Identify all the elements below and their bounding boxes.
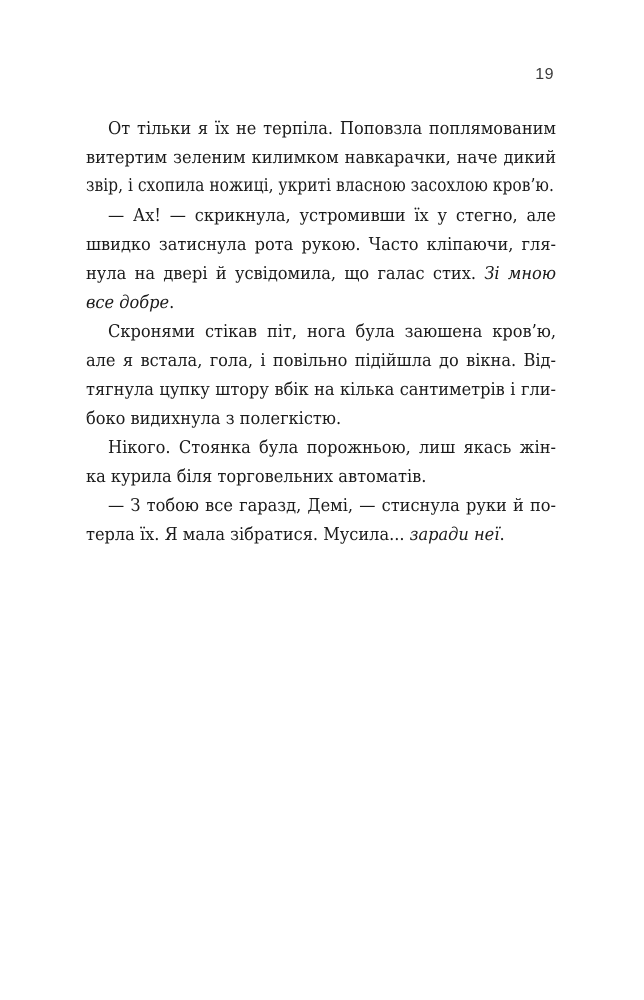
body-text [86, 114, 556, 549]
text-line: ка курила біля торговельних автоматів. [86, 466, 427, 487]
italic-text: все добре [86, 292, 170, 313]
text-line: Скронями стікав піт, нога була заюшена кров’ю, [108, 321, 556, 342]
text-line: тягнула цупку штору вбік на кілька сантиметрів і гли- [86, 379, 556, 400]
text-line [86, 520, 556, 549]
text-line: — Ах! — скрикнула, устромивши їх у стегно, але [108, 205, 556, 226]
text-line: витертим зеленим килимком навкарачки, наче дикий [86, 147, 556, 168]
text-fragment: нула на двері й усвідомила, що галас стих. [86, 263, 485, 284]
text-line [86, 288, 556, 317]
text-line [86, 259, 556, 288]
text-line: — З тобою все гаразд, Демі, — стиснула руки й по- [108, 495, 556, 516]
text-fragment: . [499, 524, 505, 545]
page-number: 19 [535, 66, 554, 83]
text-line: швидко затиснула рота рукою. Часто кліпаючи, гля- [86, 234, 556, 255]
italic-text: Зі мною [484, 263, 556, 284]
text-fragment: . [169, 292, 175, 313]
text-line: От тільки я їх не терпіла. Поповзла поплямованим [108, 118, 556, 139]
italic-text: заради неї [409, 524, 500, 545]
text-line: Нікого. Стоянка була порожньою, лиш якась жін- [108, 437, 556, 458]
text-line: але я встала, гола, і повільно підійшла до вікна. Від- [86, 350, 556, 371]
text-line: звір, і схопила ножиці, укриті власною засохлою кров’ю. [86, 176, 554, 196]
text-fragment: терла їх. Я мала зібратися. Мусила... [86, 524, 410, 545]
text-line: боко видихнула з полегкістю. [86, 408, 342, 429]
